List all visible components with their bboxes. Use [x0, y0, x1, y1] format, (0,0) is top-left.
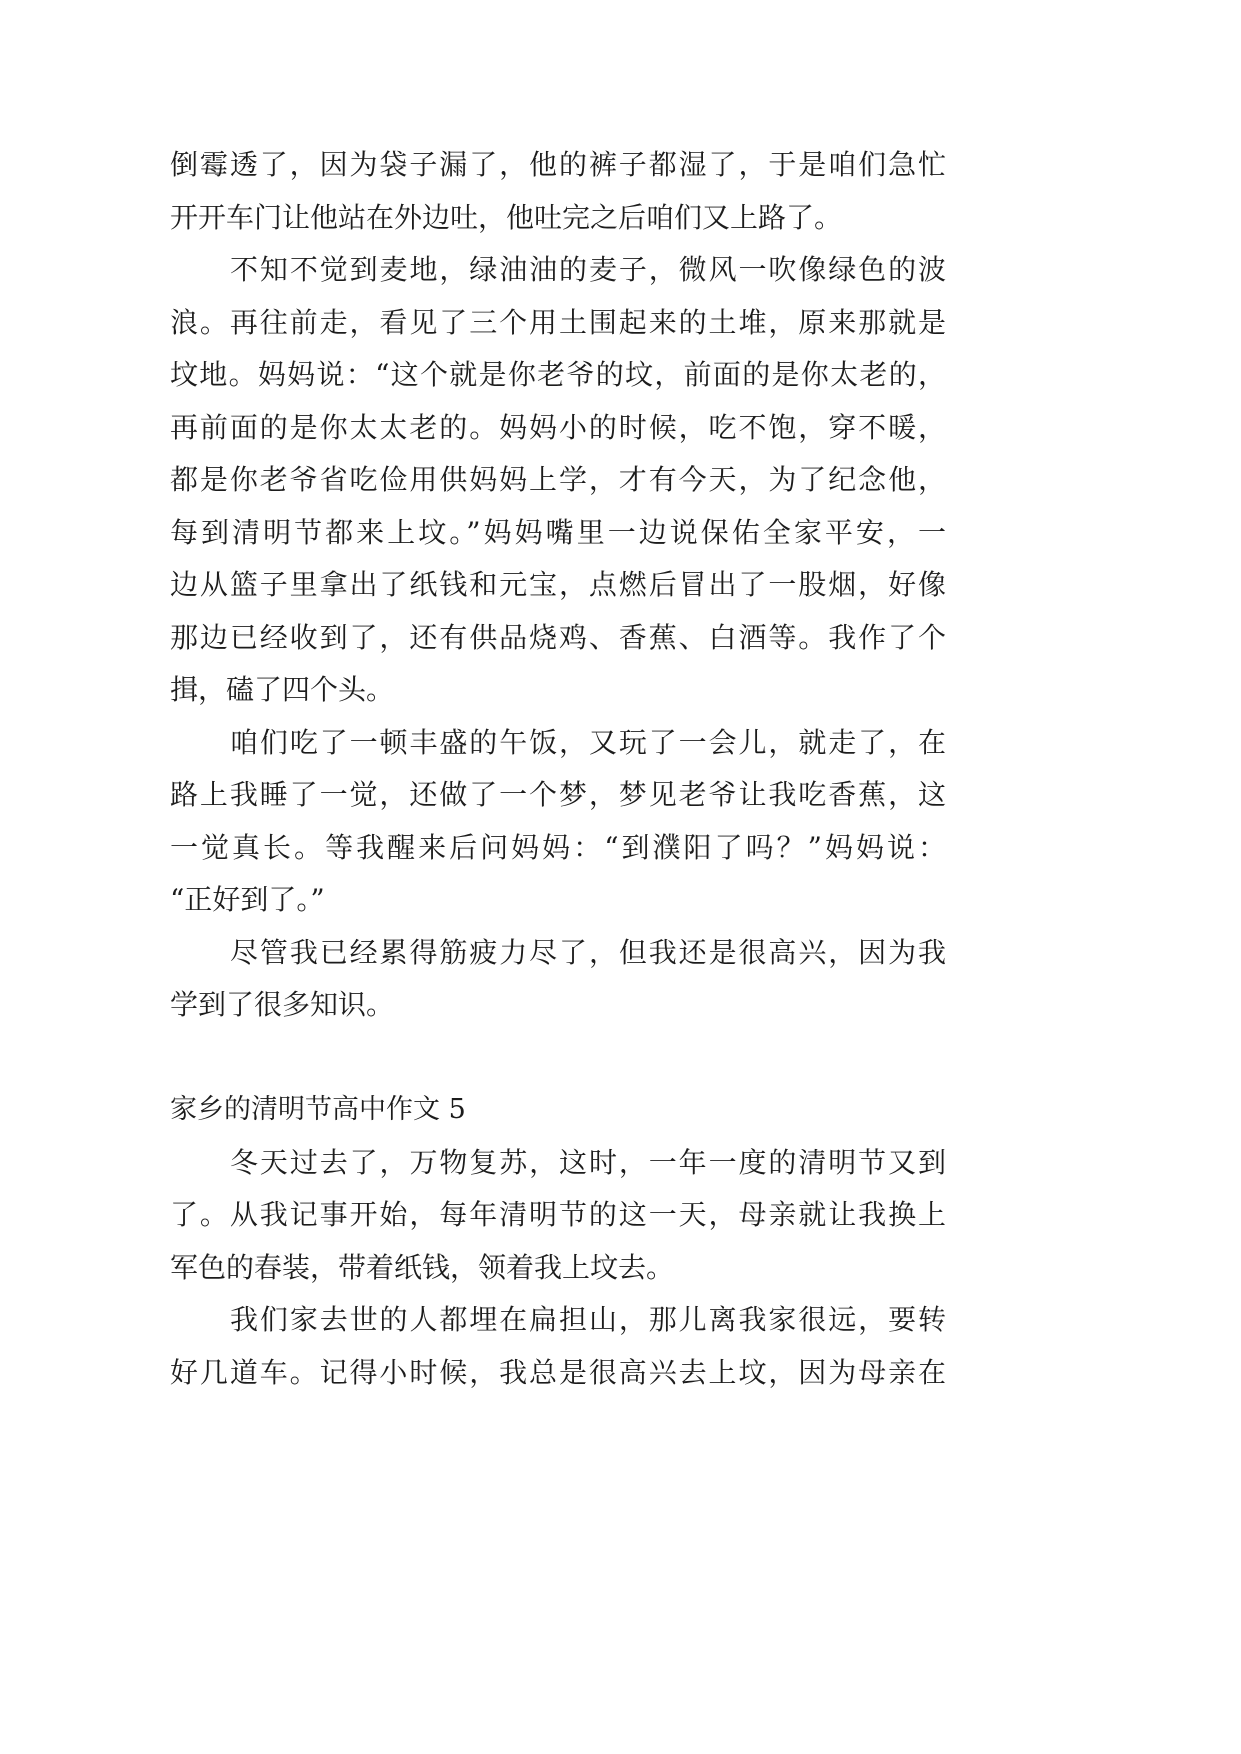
- text-line: 军色的春装，带着纸钱，领着我上坟去。: [170, 1250, 675, 1284]
- paragraph: [170, 139, 946, 244]
- section-heading: 家乡的清明节高中作文 5: [170, 1094, 466, 1125]
- text-line: 冬天过去了，万物复苏，这时，一年一度的清明节又到: [230, 1145, 946, 1179]
- text-line: 不知不觉到麦地，绿油油的麦子，微风一吹像绿色的波: [230, 253, 946, 286]
- text-line: 每到清明节都来上坟。”妈妈嘴里一边说保佑全家平安，一: [170, 515, 946, 549]
- text-line: 了。从我记事开始，每年清明节的这一天，母亲就让我换上: [170, 1198, 946, 1231]
- paragraph: [170, 927, 946, 1032]
- paragraph: [170, 244, 946, 717]
- text-line: 路上我睡了一觉，还做了一个梦，梦见老爷让我吃香蕉，这: [170, 778, 946, 811]
- text-line: 咱们吃了一顿丰盛的午饭，又玩了一会儿，就走了，在: [230, 725, 946, 759]
- document-body: [170, 139, 946, 1399]
- text-line: 揖，磕了四个头。: [170, 673, 395, 706]
- text-line: 尽管我已经累得筋疲力尽了，但我还是很高兴，因为我: [230, 935, 946, 969]
- blank-line: [170, 1032, 946, 1085]
- text-line: 开开车门让他站在外边吐，他吐完之后咱们又上路了。: [170, 200, 843, 234]
- text-line: 我们家去世的人都埋在扁担山，那儿离我家很远，要转: [230, 1303, 946, 1336]
- paragraph: [170, 1137, 946, 1295]
- paragraph: [170, 1294, 946, 1399]
- text-line: 一觉真长。等我醒来后问妈妈：“到濮阳了吗？”妈妈说：: [170, 830, 946, 864]
- text-line: 好几道车。记得小时候，我总是很高兴去上坟，因为母亲在: [170, 1355, 946, 1389]
- text-line: 浪。再往前走，看见了三个用土围起来的土堆，原来那就是: [170, 305, 946, 339]
- text-line: 坟地。妈妈说：“这个就是你老爷的坟，前面的是你太老的，: [170, 358, 946, 391]
- text-line: 边从篮子里拿出了纸钱和元宝，点燃后冒出了一股烟，好像: [170, 568, 946, 601]
- text-line: 倒霉透了，因为袋子漏了，他的裤子都湿了，于是咱们急忙: [170, 148, 946, 181]
- text-line: 都是你老爷省吃俭用供妈妈上学，才有今天，为了纪念他，: [170, 463, 946, 496]
- text-line: “正好到了。”: [170, 883, 325, 916]
- text-line: 学到了很多知识。: [170, 988, 395, 1021]
- text-line: 再前面的是你太太老的。妈妈小的时候，吃不饱，穿不暖，: [170, 410, 946, 444]
- paragraph: [170, 717, 946, 927]
- text-line: 那边已经收到了，还有供品烧鸡、香蕉、白酒等。我作了个: [170, 620, 946, 654]
